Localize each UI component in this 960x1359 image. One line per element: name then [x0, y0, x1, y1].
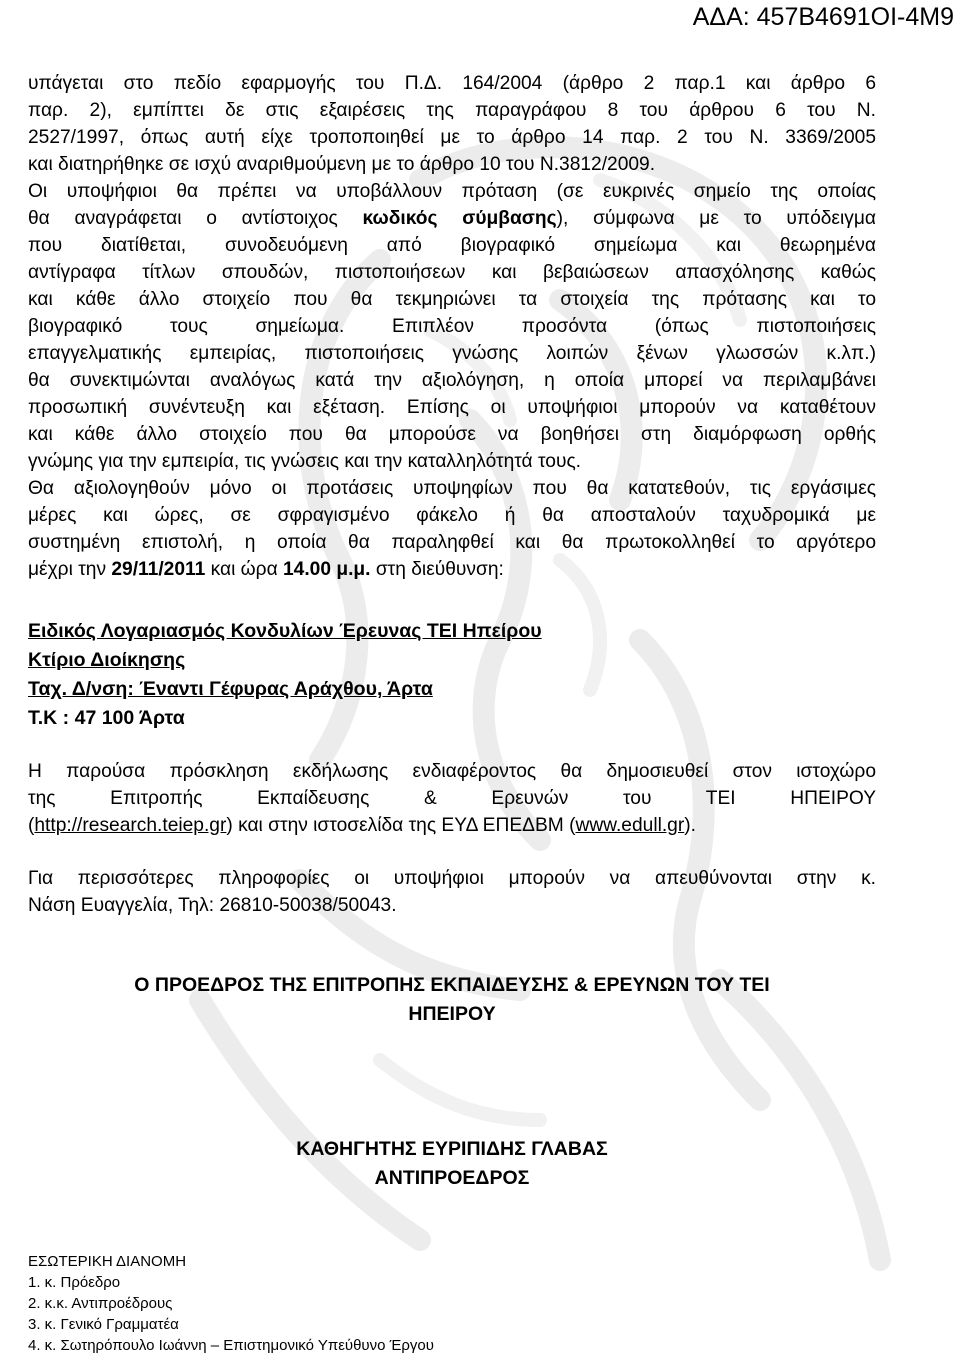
deadline-text: μέχρι την	[28, 559, 112, 580]
postal-address: Ταχ. Δ/νση: Έναντι Γέφυρας Αράχθου, Άρτα	[28, 678, 433, 700]
paragraph-2-line-8: θα συνεκτιμώνται αναλόγως κατά την αξιολόγηση, η οποία μπορεί να περιλαμβάνει	[28, 370, 876, 391]
distribution-item: 4. κ. Σωτηρόπουλο Ιωάννη – Επιστημονικό Υπεύθυνο Έργου	[28, 1337, 434, 1354]
paragraph-2-line-4: αντίγραφα τίτλων σπουδών, πιστοποιήσεων και βεβαιώσεων απασχόλησης καθώς	[28, 262, 876, 283]
paragraph-1-line-2: παρ. 2), εμπίπτει δε στις εξαιρέσεις της παραγράφου 8 του άρθρου 6 του Ν.	[28, 100, 876, 121]
paragraph-2-text: ), σύμφωνα με το υπόδειγμα	[556, 208, 876, 229]
paragraph-1-line-1: υπάγεται στο πεδίο εφαρμογής του Π.Δ. 164/2004 (άρθρο 2 παρ.1 και άρθρο 6	[28, 73, 876, 94]
signatory-title-line-1: Ο ΠΡΟΕΔΡΟΣ ΤΗΣ ΕΠΙΤΡΟΠΗΣ ΕΚΠΑΙΔΕΥΣΗΣ & ΕΡΕΥΝΩΝ ΤΟΥ ΤΕΙ	[134, 974, 770, 996]
signatory-title-line-2: ΗΠΕΙΡΟΥ	[408, 1003, 496, 1025]
paragraph-1-line-3: 2527/1997, όπως αυτή είχε τροποποιηθεί με το άρθρο 14 παρ. 2 του Ν. 3369/2005	[28, 127, 876, 148]
paragraph-2-line-5: και κάθε άλλο στοιχείο που θα τεκμηριώνει τα στοιχεία της πρότασης και το	[28, 289, 876, 310]
signatory-role: ΑΝΤΙΠΡΟΕΔΡΟΣ	[374, 1167, 530, 1189]
deadline-time: 14.00 μ.μ.	[283, 559, 371, 580]
contract-code-label: κωδικός σύμβασης	[362, 208, 557, 229]
paragraph-2-line-9: προσωπική συνέντευξη και εξέταση. Επίσης οι υποψήφιοι μπορούν να καταθέτουν	[28, 397, 876, 418]
research-teiep-link[interactable]: http://research.teiep.gr	[34, 815, 227, 836]
distribution-item: 2. κ.κ. Αντιπροέδρους	[28, 1295, 173, 1312]
deadline-text: και ώρα	[205, 559, 283, 580]
paragraph-2-line-7: επαγγελματικής εμπειρίας, πιστοποιήσεις γνώσης λοιπών ξένων γλωσσών κ.λπ.)	[28, 343, 876, 364]
publication-text: ) και στην ιστοσελίδα της ΕΥΔ ΕΠΕΔΒΜ (	[226, 815, 576, 836]
publication-text: ).	[684, 815, 696, 836]
deadline-date: 29/11/2011	[111, 559, 206, 580]
paragraph-3-line-3: συστημένη επιστολή, η οποία θα παραληφθεί και θα πρωτοκολληθεί το αργότερο	[28, 532, 876, 553]
deadline-text: στη διεύθυνση:	[370, 559, 504, 580]
contact-line-1: Για περισσότερες πληροφορίες οι υποψήφιοι μπορούν να απευθύνονται στην κ.	[28, 868, 876, 889]
distribution-heading: ΕΣΩΤΕΡΙΚΗ ΔΙΑΝΟΜΗ	[28, 1253, 187, 1270]
address-line-1: Ειδικός Λογαριασμός Κονδυλίων Έρευνας ΤΕΙ Ηπείρου	[28, 620, 542, 642]
paragraph-2-line-11: γνώμης για την εμπειρία, τις γνώσεις και την καταλληλότητά τους.	[28, 451, 582, 472]
address-line-3	[28, 676, 433, 703]
publication-line-2: της Επιτροπής Εκπαίδευσης & Ερευνών του ΤΕΙ ΗΠΕΙΡΟΥ	[28, 788, 876, 809]
paragraph-2-text: θα αναγράφεται ο αντίστοιχος	[28, 208, 363, 229]
paragraph-3-line-1: Θα αξιολογηθούν μόνο οι προτάσεις υποψηφίων που θα κατατεθούν, τις εργάσιμες	[28, 478, 876, 499]
paragraph-1-line-4: και διατηρήθηκε σε ισχύ αναριθμούμενη με το άρθρο 10 του Ν.3812/2009.	[28, 154, 656, 175]
paragraph-2-line-6: βιογραφικό τους σημείωμα. Επιπλέον προσόντα (όπως πιστοποιήσεις	[28, 316, 876, 337]
signatory-name: ΚΑΘΗΓΗΤΗΣ ΕΥΡΙΠΙΔΗΣ ΓΛΑΒΑΣ	[296, 1138, 608, 1160]
publication-line-3	[28, 812, 876, 839]
paragraph-3-line-2: μέρες και ώρες, σε σφραγισμένο φάκελο ή θα αποσταλούν ταχυδρομικά με	[28, 505, 876, 526]
ada-code: ΑΔΑ: 457Β4691ΟΙ-4Μ9	[692, 3, 954, 31]
paragraph-2-line-3: που διατίθεται, συνοδευόμενη από βιογραφικό σημείωμα και θεωρημένα	[28, 235, 876, 256]
edull-link[interactable]: www.edull.gr	[575, 815, 685, 836]
paragraph-3-line-4	[28, 556, 876, 583]
publication-line-1: Η παρούσα πρόσκληση εκδήλωσης ενδιαφέροντος θα δημοσιευθεί στον ιστοχώρο	[28, 761, 876, 782]
paragraph-2-line-2	[28, 205, 876, 232]
contact-line-2: Νάση Ευαγγελία, Τηλ: 26810-50038/50043.	[28, 895, 397, 916]
address-line-2: Κτίριο Διοίκησης	[28, 649, 186, 671]
address-line-4: Τ.Κ : 47 100 Άρτα	[28, 707, 185, 729]
paragraph-2-line-10: και κάθε άλλο στοιχείο που θα μπορούσε να βοηθήσει στη διαμόρφωση ορθής	[28, 424, 876, 445]
distribution-item: 1. κ. Πρόεδρο	[28, 1274, 121, 1291]
publication-text: (	[28, 815, 35, 836]
paragraph-2-line-1: Οι υποψήφιοι θα πρέπει να υποβάλλουν πρόταση (σε ευκρινές σημείο της οποίας	[28, 181, 876, 202]
distribution-item: 3. κ. Γενικό Γραμματέα	[28, 1316, 179, 1333]
